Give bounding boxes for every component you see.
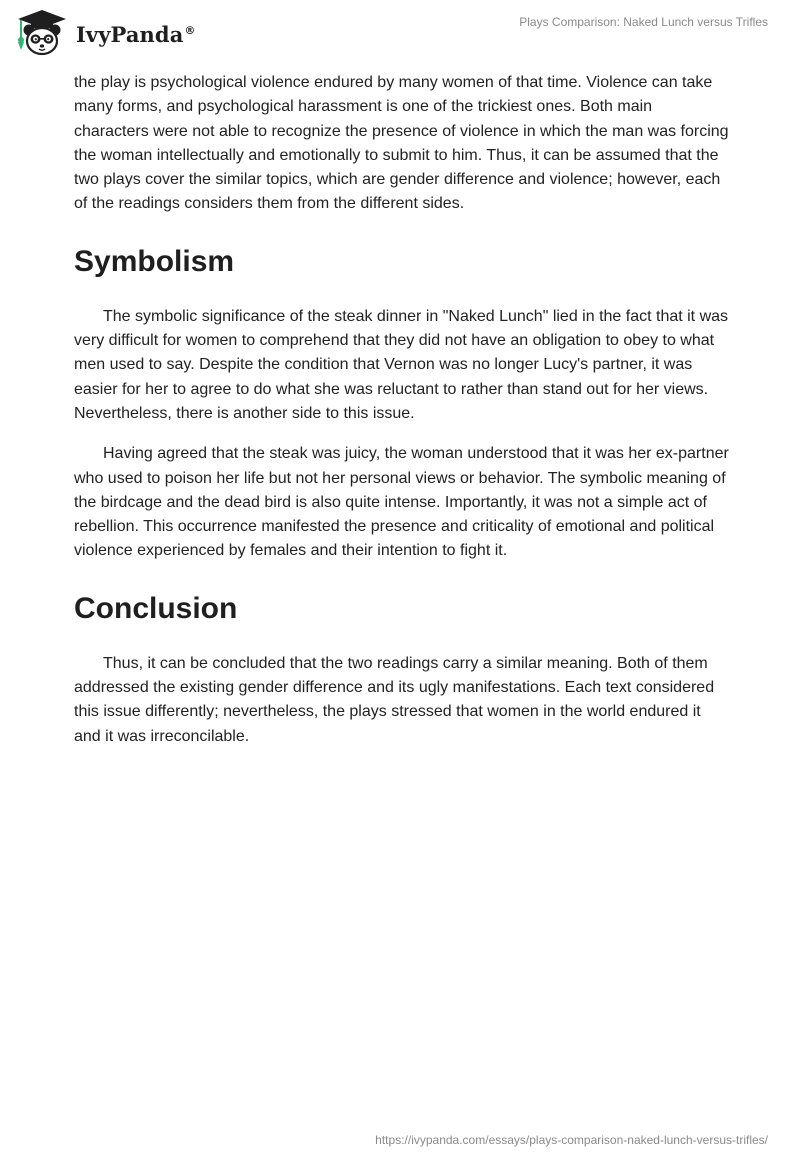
brand-name: IvyPanda® <box>76 21 196 47</box>
essay-content <box>74 71 730 749</box>
ivypanda-logo[interactable] <box>14 8 196 58</box>
registered-mark: ® <box>184 23 196 37</box>
page-header <box>0 0 800 64</box>
symbolism-paragraph-1: The symbolic significance of the steak dinner in "Naked Lunch" lied in the fact that it was very difficult for women to comprehend that they did not have an obligation to obey to what men used to say. Despite the condition that Vernon was no longer Lucy's partner, it was easier for her to agree to do what she was reluctant to rather than stand out for her views. Nevertheless, there is another side to this issue. <box>74 307 729 422</box>
symbolism-paragraph-2: Having agreed that the steak was juicy, the woman understood that it was her ex-partner who used to poison her life but not her personal views or behavior. The symbolic meaning of the birdcage and the dead bird is also quite intense. Importantly, it was not a simple act of rebellion. This occurrence manifested the presence and criticality of emotional and political violence experienced by females and their intention to fight it. <box>74 445 729 560</box>
document-title: Plays Comparison: Naked Lunch versus Trifles <box>519 15 768 29</box>
panda-mascot-icon <box>14 8 70 58</box>
source-url[interactable]: https://ivypanda.com/essays/plays-comparison-naked-lunch-versus-trifles/ <box>375 1133 768 1147</box>
section-heading-conclusion: Conclusion <box>74 591 238 625</box>
conclusion-paragraph: Thus, it can be concluded that the two readings carry a similar meaning. Both of them addressed the existing gender difference and its ugly manifestations. Each text considered this issue differently; nevertheless, the plays stressed that women in the world endured it and it was irreconcilable. <box>74 654 715 745</box>
intro-paragraph: the play is psychological violence endured by many women of that time. Violence can take many forms, and psychological harassment is one of the trickiest ones. Both main characters were not able to recognize the presence of violence in which the man was forcing the woman intellectually and emotionally to submit to him. Thus, it can be assumed that the two plays cover the similar topics, which are gender difference and violence; however, each of the readings considers them from the different sides. <box>74 74 729 213</box>
section-heading-symbolism: Symbolism <box>74 244 235 278</box>
